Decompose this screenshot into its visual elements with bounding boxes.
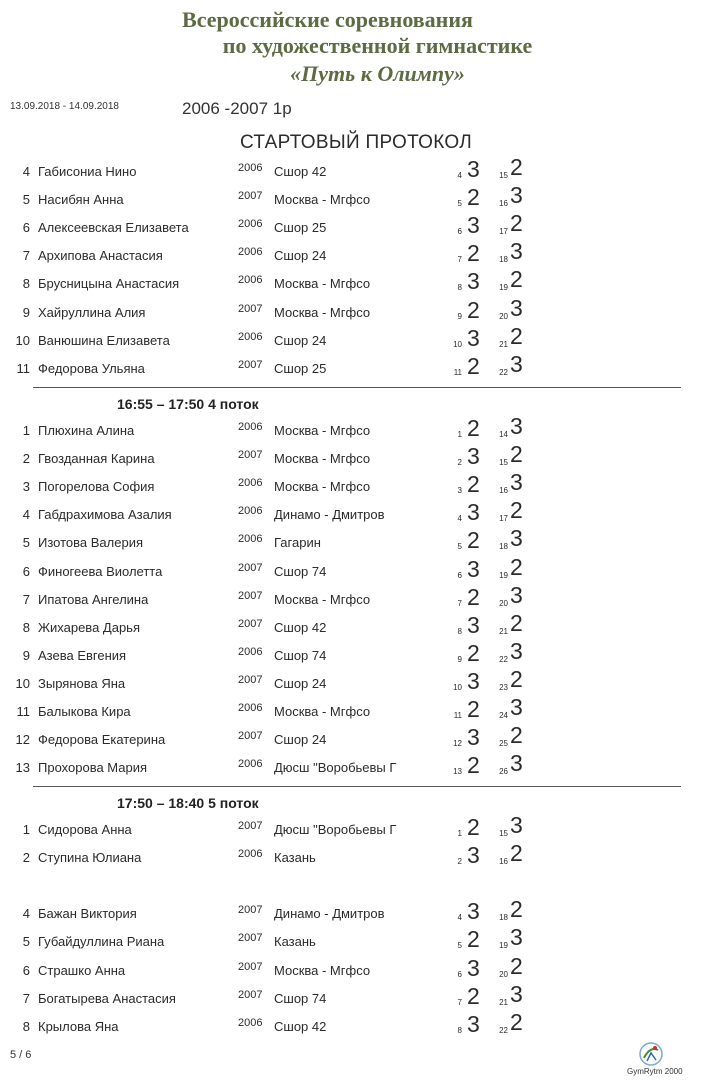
athlete-num: 2 [22, 451, 30, 467]
athlete-name: Страшко Анна [38, 962, 126, 978]
athlete-name: Бажан Виктория [38, 906, 137, 922]
athlete-p2: 3 [510, 350, 523, 377]
athlete-row [0, 525, 705, 557]
athlete-row [0, 350, 705, 383]
athlete-p1: 3 [467, 499, 480, 526]
athlete-num: 4 [22, 164, 30, 179]
athlete-p2: 2 [510, 322, 523, 349]
athlete-name: Хайруллина Алия [38, 304, 146, 320]
athlete-o1: 8 [457, 626, 462, 636]
athlete-club: Москва - Мгфсо [274, 304, 371, 320]
athlete-o1: 1 [457, 430, 462, 439]
athlete-p2: 3 [510, 238, 523, 265]
athlete-year: 2007 [238, 449, 263, 462]
athlete-year: 2007 [238, 673, 263, 686]
athlete-name: Брусницына Анастасия [38, 276, 180, 292]
athlete-o1: 5 [457, 941, 462, 951]
athlete-year: 2006 [238, 246, 263, 259]
athlete-p2: 3 [510, 581, 523, 608]
athlete-o2: 26 [499, 767, 508, 777]
protocol-heading: СТАРТОВЫЙ ПРОТОКОЛ [240, 132, 473, 153]
athlete-name: Жихарева Дарья [38, 619, 140, 635]
athlete-p1: 2 [467, 639, 480, 666]
athlete-club: Сшор 25 [274, 360, 327, 376]
athlete-club: Москва - Мгфсо [274, 962, 371, 978]
athlete-year: 2007 [238, 561, 263, 574]
athlete-num: 7 [22, 990, 30, 1006]
athlete-num: 13 [15, 760, 30, 776]
athlete-num: 10 [15, 332, 30, 348]
athlete-p1: 3 [467, 156, 480, 182]
athlete-club: Москва - Мгфсо [274, 591, 371, 607]
athlete-year: 2006 [238, 477, 263, 490]
athlete-o1: 9 [457, 654, 462, 664]
athlete-row [0, 840, 705, 872]
athlete-o2: 19 [499, 941, 508, 951]
athlete-club: Москва - Мгфсо [274, 451, 371, 467]
athlete-num: 9 [22, 304, 30, 320]
athlete-num: 1 [22, 423, 30, 438]
athlete-o1: 10 [453, 339, 462, 349]
athlete-p2: 3 [510, 694, 523, 720]
athlete-p1: 3 [467, 212, 480, 239]
athlete-num: 6 [22, 563, 30, 579]
athlete-row [0, 497, 705, 529]
athlete-year: 2007 [238, 988, 263, 1001]
athlete-p2: 2 [510, 665, 523, 692]
athlete-row [0, 294, 705, 327]
athlete-year: 2007 [238, 617, 263, 630]
athlete-name: Габдрахимова Азалия [38, 507, 172, 523]
athlete-name: Федорова Ульяна [38, 360, 145, 376]
flow-header: 17:50 – 18:40 5 поток [117, 795, 259, 811]
athlete-name: Прохорова Мария [38, 760, 148, 776]
athlete-p2: 3 [510, 525, 523, 552]
athlete-o2: 16 [499, 486, 508, 496]
athlete-row [0, 952, 705, 985]
athlete-p1: 2 [467, 296, 480, 323]
athlete-num: 8 [22, 1018, 30, 1034]
athlete-num: 6 [22, 220, 30, 236]
athlete-name: Зырянова Яна [38, 675, 126, 691]
athlete-club: Дюсш "Воробьевы Г [274, 822, 397, 837]
title-line-2: по художественной гимнастике [222, 33, 533, 58]
athlete-num: 7 [22, 591, 30, 607]
athlete-p1: 2 [467, 814, 480, 840]
athlete-o1: 13 [453, 767, 462, 777]
athlete-club: Сшор 74 [274, 647, 327, 663]
athlete-row [0, 322, 705, 355]
athlete-p2: 2 [510, 210, 523, 237]
athlete-p1: 3 [467, 954, 480, 981]
athlete-year: 2006 [238, 330, 263, 343]
athlete-row [0, 553, 705, 586]
athlete-o2: 21 [499, 997, 508, 1007]
athlete-p1: 3 [467, 842, 480, 869]
athlete-year: 2006 [238, 162, 263, 174]
athlete-num: 11 [16, 704, 30, 719]
athlete-p1: 3 [467, 1010, 480, 1037]
athlete-club: Сшор 24 [274, 248, 327, 264]
athlete-year: 2007 [238, 904, 263, 917]
athlete-o2: 16 [499, 857, 508, 867]
athlete-p2: 3 [510, 812, 523, 838]
athlete-o1: 3 [457, 486, 462, 496]
athlete-o2: 18 [499, 255, 508, 265]
athlete-o2: 22 [499, 654, 508, 664]
athlete-o2: 21 [499, 339, 508, 349]
athlete-name: Насибян Анна [38, 192, 124, 208]
athlete-club: Сшор 42 [274, 619, 327, 635]
athlete-p2: 3 [510, 182, 523, 209]
athlete-club: Сшор 42 [274, 164, 327, 179]
athlete-num: 8 [22, 619, 30, 635]
athlete-year: 2007 [238, 302, 263, 315]
athlete-year: 2006 [238, 758, 263, 771]
athlete-p1: 2 [467, 527, 480, 554]
athlete-o2: 24 [499, 711, 508, 720]
athlete-p1: 3 [467, 268, 480, 295]
athlete-club: Сшор 74 [274, 563, 327, 579]
athlete-o1: 6 [457, 969, 462, 979]
athlete-p1: 2 [467, 696, 480, 722]
athlete-year: 2007 [238, 190, 263, 203]
athlete-club: Сшор 24 [274, 732, 327, 748]
athlete-p1: 2 [467, 240, 480, 267]
athlete-o2: 18 [499, 913, 508, 923]
athlete-club: Сшор 42 [274, 1018, 327, 1034]
athlete-row [0, 238, 705, 270]
faded-row [0, 872, 705, 900]
athlete-name: Балыкова Кира [38, 704, 131, 719]
athlete-row [0, 980, 705, 1013]
athlete-p1: 2 [467, 926, 480, 953]
athlete-year: 2007 [238, 358, 263, 371]
athlete-o2: 22 [499, 1025, 508, 1035]
athlete-p1: 2 [467, 471, 480, 498]
athlete-p1: 2 [467, 583, 480, 610]
athlete-name: Богатырева Анастасия [38, 990, 176, 1006]
athlete-name: Архипова Анастасия [38, 248, 163, 264]
flow-header: 16:55 – 17:50 4 поток [117, 396, 259, 412]
athlete-row [0, 413, 705, 445]
athlete-name: Финогеева Виолетта [38, 563, 163, 579]
athlete-name: Погорелова София [38, 479, 155, 495]
athlete-club: Казань [274, 934, 316, 950]
athlete-name: Крылова Яна [38, 1018, 119, 1034]
athlete-year: 2006 [238, 421, 263, 433]
athlete-o1: 4 [457, 514, 462, 524]
athlete-num: 1 [22, 822, 30, 837]
athlete-club: Москва - Мгфсо [274, 276, 371, 292]
athlete-o1: 9 [457, 311, 462, 321]
athlete-club: Казань [274, 850, 316, 866]
athlete-o1: 5 [457, 199, 462, 209]
athlete-club: Москва - Мгфсо [274, 479, 371, 495]
athlete-year: 2007 [238, 589, 263, 602]
athlete-num: 4 [22, 507, 30, 523]
athlete-p2: 2 [510, 609, 523, 636]
athlete-name: Габисониа Нино [38, 164, 137, 179]
athlete-o2: 25 [499, 739, 508, 749]
athlete-year: 2007 [238, 730, 263, 743]
athlete-num: 11 [16, 360, 30, 376]
athlete-o1: 5 [457, 542, 462, 552]
athlete-o2: 21 [499, 626, 508, 636]
athlete-o1: 2 [457, 458, 462, 468]
athlete-o2: 19 [499, 283, 508, 293]
athlete-o1: 12 [453, 739, 462, 749]
athlete-club: Динамо - Дмитров [274, 906, 385, 922]
athlete-year: 2007 [238, 932, 263, 945]
athlete-row [0, 210, 705, 242]
athlete-row [0, 750, 705, 782]
athlete-row [0, 665, 705, 698]
athlete-row [0, 154, 705, 186]
athlete-name: Алексеевская Елизавета [38, 220, 189, 236]
athlete-club: Гагарин [274, 535, 321, 551]
athlete-year: 2006 [238, 505, 263, 518]
athlete-club: Сшор 74 [274, 990, 327, 1006]
athlete-year: 2006 [238, 1016, 263, 1029]
athlete-year: 2006 [238, 848, 263, 861]
athlete-p1: 3 [467, 611, 480, 638]
athlete-p2: 3 [510, 924, 523, 951]
athlete-o2: 20 [499, 969, 508, 979]
athlete-o1: 7 [457, 598, 462, 608]
athlete-p2: 3 [510, 750, 523, 777]
flow-separator [33, 786, 681, 787]
athlete-o2: 17 [499, 227, 508, 237]
flow-separator [33, 387, 681, 388]
athlete-p1: 2 [467, 415, 480, 441]
athlete-year: 2006 [238, 218, 263, 231]
athlete-year: 2006 [238, 702, 263, 714]
athlete-num: 6 [22, 962, 30, 978]
athlete-o1: 10 [453, 682, 462, 692]
gymnast-logo-icon [638, 1041, 664, 1067]
athlete-row [0, 609, 705, 642]
athlete-o1: 2 [457, 857, 462, 867]
athlete-p2: 2 [510, 952, 523, 979]
athlete-row [0, 441, 705, 473]
athlete-p2: 3 [510, 980, 523, 1007]
athlete-name: Федорова Екатерина [38, 732, 166, 748]
athlete-num: 5 [22, 934, 30, 950]
athlete-row [0, 469, 705, 501]
athlete-row [0, 637, 705, 670]
athlete-o2: 16 [499, 199, 508, 209]
athlete-p1: 2 [467, 352, 480, 379]
athlete-num: 8 [22, 276, 30, 292]
logo-text: GymRytm 2000 [627, 1067, 683, 1076]
athlete-num: 9 [22, 647, 30, 663]
athlete-club: Сшор 24 [274, 675, 327, 691]
athlete-name: Сидорова Анна [38, 822, 132, 837]
athlete-o2: 15 [499, 171, 508, 180]
title-line-1: Всероссийские соревнования [182, 7, 473, 32]
athlete-p2: 2 [510, 896, 523, 923]
athlete-name: Гвозданная Карина [38, 451, 155, 467]
athlete-year: 2007 [238, 960, 263, 973]
athlete-club: Москва - Мгфсо [274, 192, 371, 208]
athlete-club: Сшор 25 [274, 220, 327, 236]
competition-dates: 13.09.2018 - 14.09.2018 [10, 101, 119, 112]
athlete-name: Азева Евгения [38, 647, 127, 663]
athlete-num: 10 [15, 675, 30, 691]
athlete-num: 4 [22, 906, 30, 922]
athlete-num: 12 [15, 732, 30, 748]
athlete-row [0, 182, 705, 214]
athlete-o2: 20 [499, 311, 508, 321]
age-group: 2006 -2007 1р [182, 99, 292, 118]
athlete-p1: 2 [467, 184, 480, 211]
athlete-club: Динамо - Дмитров [274, 507, 385, 523]
athlete-row [0, 812, 705, 844]
athlete-o1: 7 [457, 255, 462, 265]
athlete-o1: 8 [457, 1025, 462, 1035]
athlete-p1: 3 [467, 443, 480, 470]
athlete-o1: 4 [457, 913, 462, 923]
athlete-o2: 15 [499, 458, 508, 468]
athlete-row [0, 694, 705, 726]
athlete-p1: 2 [467, 982, 480, 1009]
athlete-club: Дюсш "Воробьевы Г [274, 760, 397, 776]
athlete-p1: 3 [467, 324, 480, 351]
athlete-o1: 6 [457, 570, 462, 580]
athlete-year: 2006 [238, 645, 263, 658]
athlete-o1: 8 [457, 283, 462, 293]
athlete-year: 2006 [238, 533, 263, 546]
athlete-p2: 2 [510, 154, 523, 180]
athlete-o1: 1 [457, 829, 462, 838]
athlete-name: Изотова Валерия [38, 535, 143, 551]
athlete-row [0, 581, 705, 614]
athlete-o2: 15 [499, 829, 508, 838]
title-line-3: «Путь к Олимпу» [290, 61, 465, 86]
athlete-row [0, 722, 705, 754]
athlete-o2: 19 [499, 570, 508, 580]
athlete-o2: 18 [499, 542, 508, 552]
athlete-row [0, 924, 705, 956]
athlete-num: 3 [22, 479, 30, 495]
athlete-p1: 3 [467, 898, 480, 925]
athlete-p2: 2 [510, 1008, 523, 1035]
athlete-num: 5 [22, 535, 30, 551]
athlete-name: Губайдуллина Риана [38, 934, 165, 950]
athlete-name: Плюхина Алина [38, 423, 135, 438]
athlete-o1: 7 [457, 997, 462, 1007]
athlete-p2: 2 [510, 266, 523, 293]
athlete-year: 2006 [238, 274, 263, 287]
athlete-club: Сшор 24 [274, 332, 327, 348]
athlete-o2: 22 [499, 367, 508, 377]
athlete-row [0, 896, 705, 928]
athlete-o2: 17 [499, 514, 508, 524]
athlete-o2: 23 [499, 682, 508, 692]
athlete-p2: 3 [510, 469, 523, 496]
athlete-o2: 20 [499, 598, 508, 608]
athlete-o2: 14 [499, 430, 508, 439]
athlete-o1: 6 [457, 227, 462, 237]
page-number: 5 / 6 [10, 1049, 32, 1061]
athlete-p2: 3 [510, 294, 523, 321]
athlete-p2: 2 [510, 497, 523, 524]
athlete-year: 2007 [238, 820, 263, 832]
athlete-p1: 3 [467, 724, 480, 751]
athlete-p1: 3 [467, 555, 480, 582]
athlete-p2: 2 [510, 553, 523, 580]
athlete-num: 5 [22, 192, 30, 208]
athlete-p2: 3 [510, 637, 523, 664]
athlete-p2: 2 [510, 840, 523, 867]
athlete-o1: 4 [457, 171, 462, 180]
athlete-club: Москва - Мгфсо [274, 423, 371, 438]
athlete-num: 7 [22, 248, 30, 264]
athlete-name: Ванюшина Елизавета [38, 332, 170, 348]
athlete-club: Москва - Мгфсо [274, 704, 371, 719]
athlete-o1: 11 [453, 367, 462, 377]
athlete-p1: 2 [467, 752, 480, 779]
athlete-p1: 3 [467, 667, 480, 694]
athlete-p2: 2 [510, 441, 523, 468]
athlete-p2: 2 [510, 722, 523, 749]
athlete-num: 2 [22, 850, 30, 866]
athlete-row [0, 266, 705, 298]
athlete-o1: 11 [453, 711, 462, 720]
athlete-name: Ипатова Ангелина [38, 591, 149, 607]
athlete-p2: 3 [510, 413, 523, 439]
athlete-name: Ступина Юлиана [38, 850, 142, 866]
athlete-row [0, 1008, 705, 1041]
